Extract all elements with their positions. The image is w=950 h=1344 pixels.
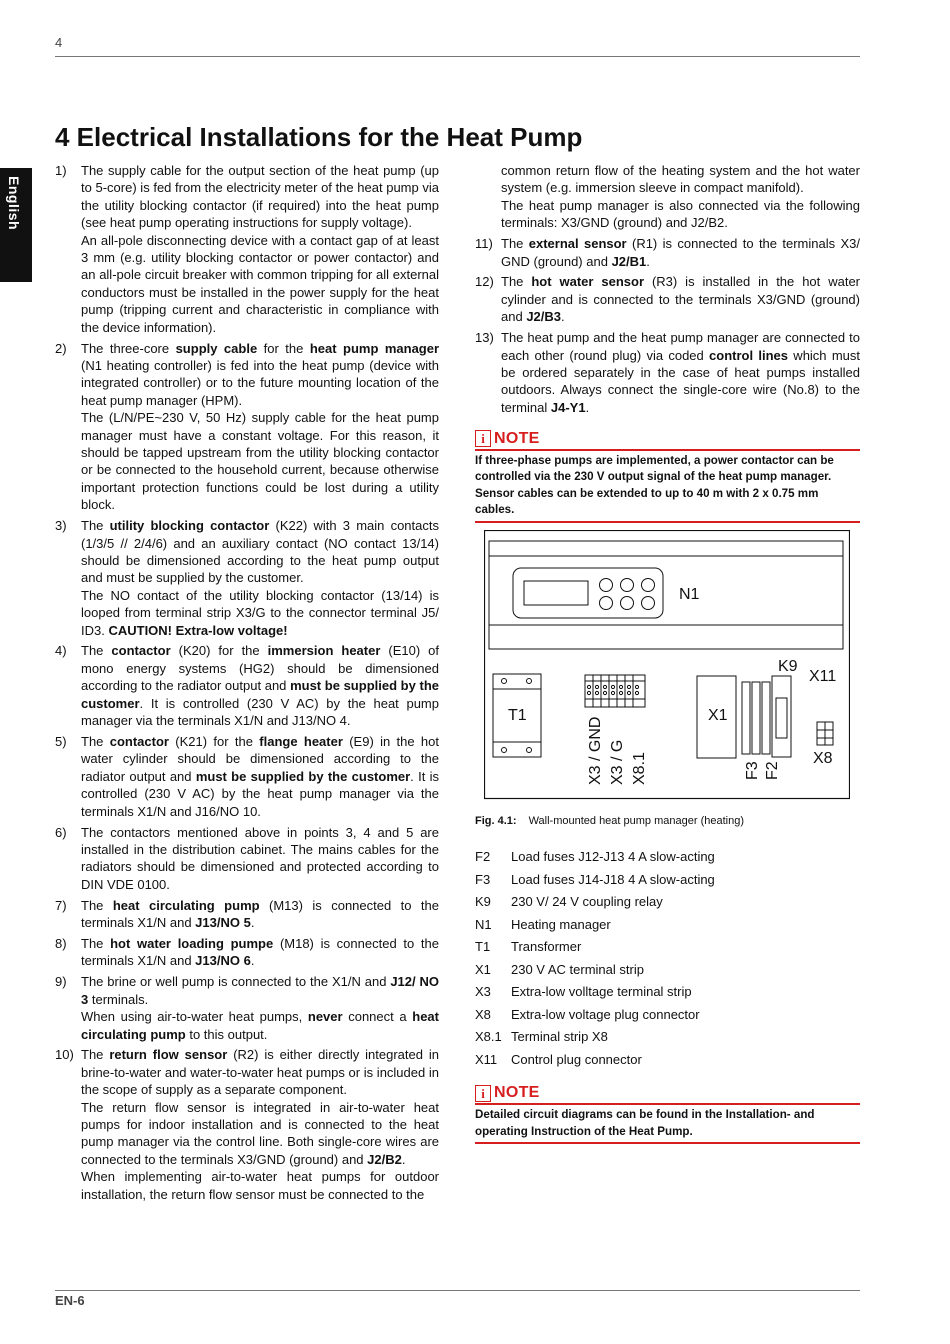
footer-rule [55, 1290, 860, 1291]
note-box-1 [475, 430, 860, 522]
item-number: 7) [55, 897, 67, 913]
note-box-2 [475, 1084, 860, 1144]
section-title: 4 Electrical Installations for the Heat Pump [55, 122, 583, 152]
item-text: The three-core supply cable for the heat pump manager (N1 heating controller) is fed into the heat pump (device with integrated controller) or to the future mounting location of the heat pump manager (HPM). [81, 340, 440, 408]
item-text: The NO contact of the utility blocking contactor (13/14) is looped from terminal strip X3/G to the connector terminal J5/ ID3. CAUTION! Extra-low voltage! [81, 587, 439, 638]
item-number: 8) [55, 935, 67, 951]
label-f3: F3 [744, 761, 761, 780]
list-item-2 [55, 340, 439, 514]
item-number: 4) [55, 643, 67, 659]
note-body: Detailed circuit diagrams can be found in the Installation- and operating Instruction of the Heat Pump. [475, 1105, 860, 1144]
control-button [621, 597, 634, 610]
list-item-7 [55, 897, 439, 932]
list-item-9 [55, 973, 439, 1043]
info-icon: i [475, 430, 491, 447]
note-title: NOTE [494, 1084, 540, 1101]
label-f2: F2 [764, 761, 781, 780]
note-text: Sensor cables can be extended to up to 40 m with 2 x 0.75 mm cables. [475, 486, 819, 517]
item-text: The heat pump manager is also connected via the following terminals: X3/GND (ground) and J2/B2. [501, 197, 860, 231]
item-text: The contactors mentioned above in points 3, 4 and 5 are installed in the distribution cabinet. The mains cables for the radiators should be dimensioned and protected according to DIN VDE 0100. [81, 824, 439, 892]
legend-row: X3 Extra-low volltage terminal strip [475, 984, 692, 999]
note-title: NOTE [494, 430, 540, 448]
terminal-dot [527, 679, 532, 684]
control-button [600, 597, 613, 610]
item-text: When using air-to-water heat pumps, never connect a heat circulating pump to this output. [81, 1009, 439, 1042]
language-tab [0, 168, 32, 282]
terminal-dot [502, 748, 507, 753]
item-text: The hot water sensor (R3) is installed in the hot water cylinder and is connected to the terminals X3/GND (ground) and J2/B3. [501, 274, 861, 325]
list-item-10-continued [475, 162, 860, 232]
legend-row: T1 Transformer [475, 939, 582, 954]
figure-caption-text: Wall-mounted heat pump manager (heating) [528, 815, 744, 827]
label-x8-1: X8.1 [631, 752, 648, 785]
item-text: The (L/N/PE~230 V, 50 Hz) supply cable for the heat pump manager must have a constant voltage. For this reason, it should be tapped upstream from the utility blocking contactor or be connected to the household current, because otherwise important protection functions could be lost during a utility block. [81, 410, 439, 513]
list-item-8 [55, 935, 439, 970]
item-text: The heat circulating pump (M13) is connected to the terminals X1/N and J13/NO 5. [81, 897, 439, 931]
item-text: The return flow sensor (R2) is either directly integrated in brine-to-water and water-to-water heat pumps or is included in the scope of supply as a separate component. [81, 1047, 439, 1098]
list-item-3 [55, 517, 439, 639]
list-item-1 [55, 162, 439, 336]
item-text: The return flow sensor is integrated in air-to-water heat pumps for indoor installation and is connected to the heat pump manager via the control line. Both single-core wires are connected to the terminals X3/GND (ground) and J2/B2. [81, 1099, 439, 1167]
item-text: The hot water loading pumpe (M18) is connected to the terminals X1/N and J13/NO 6. [81, 935, 439, 969]
legend-row: N1 Heating manager [475, 916, 611, 932]
heat-pump-manager-diagram [484, 530, 850, 800]
label-x1: X1 [708, 707, 728, 724]
fuse-f2 [752, 682, 760, 754]
legend-row: X1 230 V AC terminal strip [475, 961, 644, 977]
figure-caption-label: Fig. 4.1: [475, 815, 517, 827]
legend-row: K9 230 V/ 24 V coupling relay [475, 894, 663, 909]
legend-row: X11 Control plug connector [475, 1051, 642, 1067]
item-text: An all-pole disconnecting device with a contact gap of at least 3 mm (e.g. utility blocking contactor or power contactor) and an all-pole circuit breaker with common tripping for all external conductors must be installed in the power supply for the heat pump (tripping current and characteristic in compliance with the device information). [81, 232, 439, 335]
list-item-12 [475, 273, 860, 325]
legend-list [475, 849, 715, 1074]
terminal-dot [527, 748, 532, 753]
item-number: 1) [55, 163, 67, 178]
terminal-dot [502, 679, 507, 684]
note-header [475, 430, 860, 450]
item-number: 5) [55, 734, 67, 749]
fuse [762, 682, 770, 754]
item-text: The heat pump and the heat pump manager are connected to each other (round plug) via coded control lines which must be ordered separately in the case of heat pumps installed outdoors. Always connect the single-core wire (No.8) to the terminal J4-Y1. [501, 330, 860, 415]
list-item-10 [55, 1046, 439, 1203]
header-rule [55, 56, 860, 57]
item-text: When implementing air-to-water heat pumps for outdoor installation, the return flow sensor must be connected to the [81, 1169, 439, 1202]
control-button [600, 579, 613, 592]
left-column [55, 162, 439, 1207]
controller-housing [489, 541, 843, 649]
label-t1: T1 [508, 707, 527, 724]
legend-row: F2 Load fuses J12-J13 4 A slow-acting [475, 849, 715, 864]
item-number: 6) [55, 824, 67, 840]
page-number-footer: EN-6 [55, 1293, 85, 1308]
item-number: 2) [55, 340, 67, 356]
item-text: The utility blocking contactor (K22) with 3 main contacts (1/3/5 // 2/4/6) and an auxiliary contact (NO contact 13/14) should be dimensioned according to the heat pump output and must be supplied by the customer. [81, 518, 439, 586]
list-item-4 [55, 642, 439, 729]
item-number: 13) [475, 330, 494, 346]
item-text: common return flow of the heating system and the hot water system (e.g. immersion sleeve in compact manifold). [501, 163, 860, 196]
plug-connector-x8 [817, 722, 833, 745]
item-text: The contactor (K20) for the immersion heater (E10) of mono energy systems (HG2) should be dimensioned according to the radiator output and must be supplied by the customer. It is controlled (230 V AC) by the heat pump manager via the terminals X1/N and J13/NO 4. [81, 643, 440, 729]
label-x3-gnd: X3 / GND [587, 716, 604, 785]
note-body [475, 451, 860, 523]
item-number: 9) [55, 974, 67, 990]
item-number: 10) [55, 1047, 74, 1063]
controller-display [524, 581, 588, 605]
fuse-f3 [742, 682, 750, 754]
legend-row: F3 Load fuses J14-J18 4 A slow-acting [475, 871, 715, 887]
list-item-6 [55, 824, 439, 894]
item-number: 11) [475, 236, 493, 252]
label-k9: K9 [778, 658, 798, 675]
list-item-13 [475, 329, 860, 416]
note-text: If three-phase pumps are implemented, a power contactor can be controlled via the 230 V output signal of the heat pump manager. [475, 453, 834, 484]
list-item-11 [475, 235, 860, 270]
relay-k9-inner [776, 698, 787, 738]
legend-row: X8.1 Terminal strip X8 [475, 1029, 608, 1044]
item-number: 3) [55, 518, 67, 534]
control-button [642, 597, 655, 610]
item-text: The external sensor (R1) is connected to the terminals X3/ GND (ground) and J2/B1. [501, 236, 860, 269]
page-number-header: 4 [55, 35, 63, 50]
language-tab-label: English [6, 176, 22, 231]
control-button [621, 579, 634, 592]
label-x3-g: X3 / G [609, 739, 626, 785]
legend-row: X8 Extra-low voltage plug connector [475, 1006, 700, 1022]
item-text: The supply cable for the output section of the heat pump (up to 5-core) is fed from the electricity meter of the heat pump via the utility blocking contactor (if required) into the heat pump (see heat pump operating instructions for supply voltage). [81, 163, 439, 231]
note-header [475, 1084, 860, 1105]
list-item-5 [55, 733, 439, 820]
terminal-strip-x3 [585, 675, 645, 707]
label-x11: X11 [809, 668, 837, 685]
item-number: 12) [475, 274, 494, 290]
figure-caption [475, 815, 744, 827]
relay-k9 [772, 676, 791, 757]
right-column [475, 162, 860, 523]
label-x8: X8 [813, 750, 833, 767]
label-n1: N1 [679, 586, 700, 603]
control-button [642, 579, 655, 592]
item-text: The brine or well pump is connected to the X1/N and J12/ NO 3 terminals. [81, 974, 439, 1007]
info-icon: i [475, 1085, 491, 1102]
item-text: The contactor (K21) for the flange heater (E9) in the hot water cylinder should be dimensioned according to the radiator output and must be supplied by the customer. It is controlled (230 V AC) by the heat pump manager via the terminals X1/N and J16/NO 10. [81, 734, 439, 819]
